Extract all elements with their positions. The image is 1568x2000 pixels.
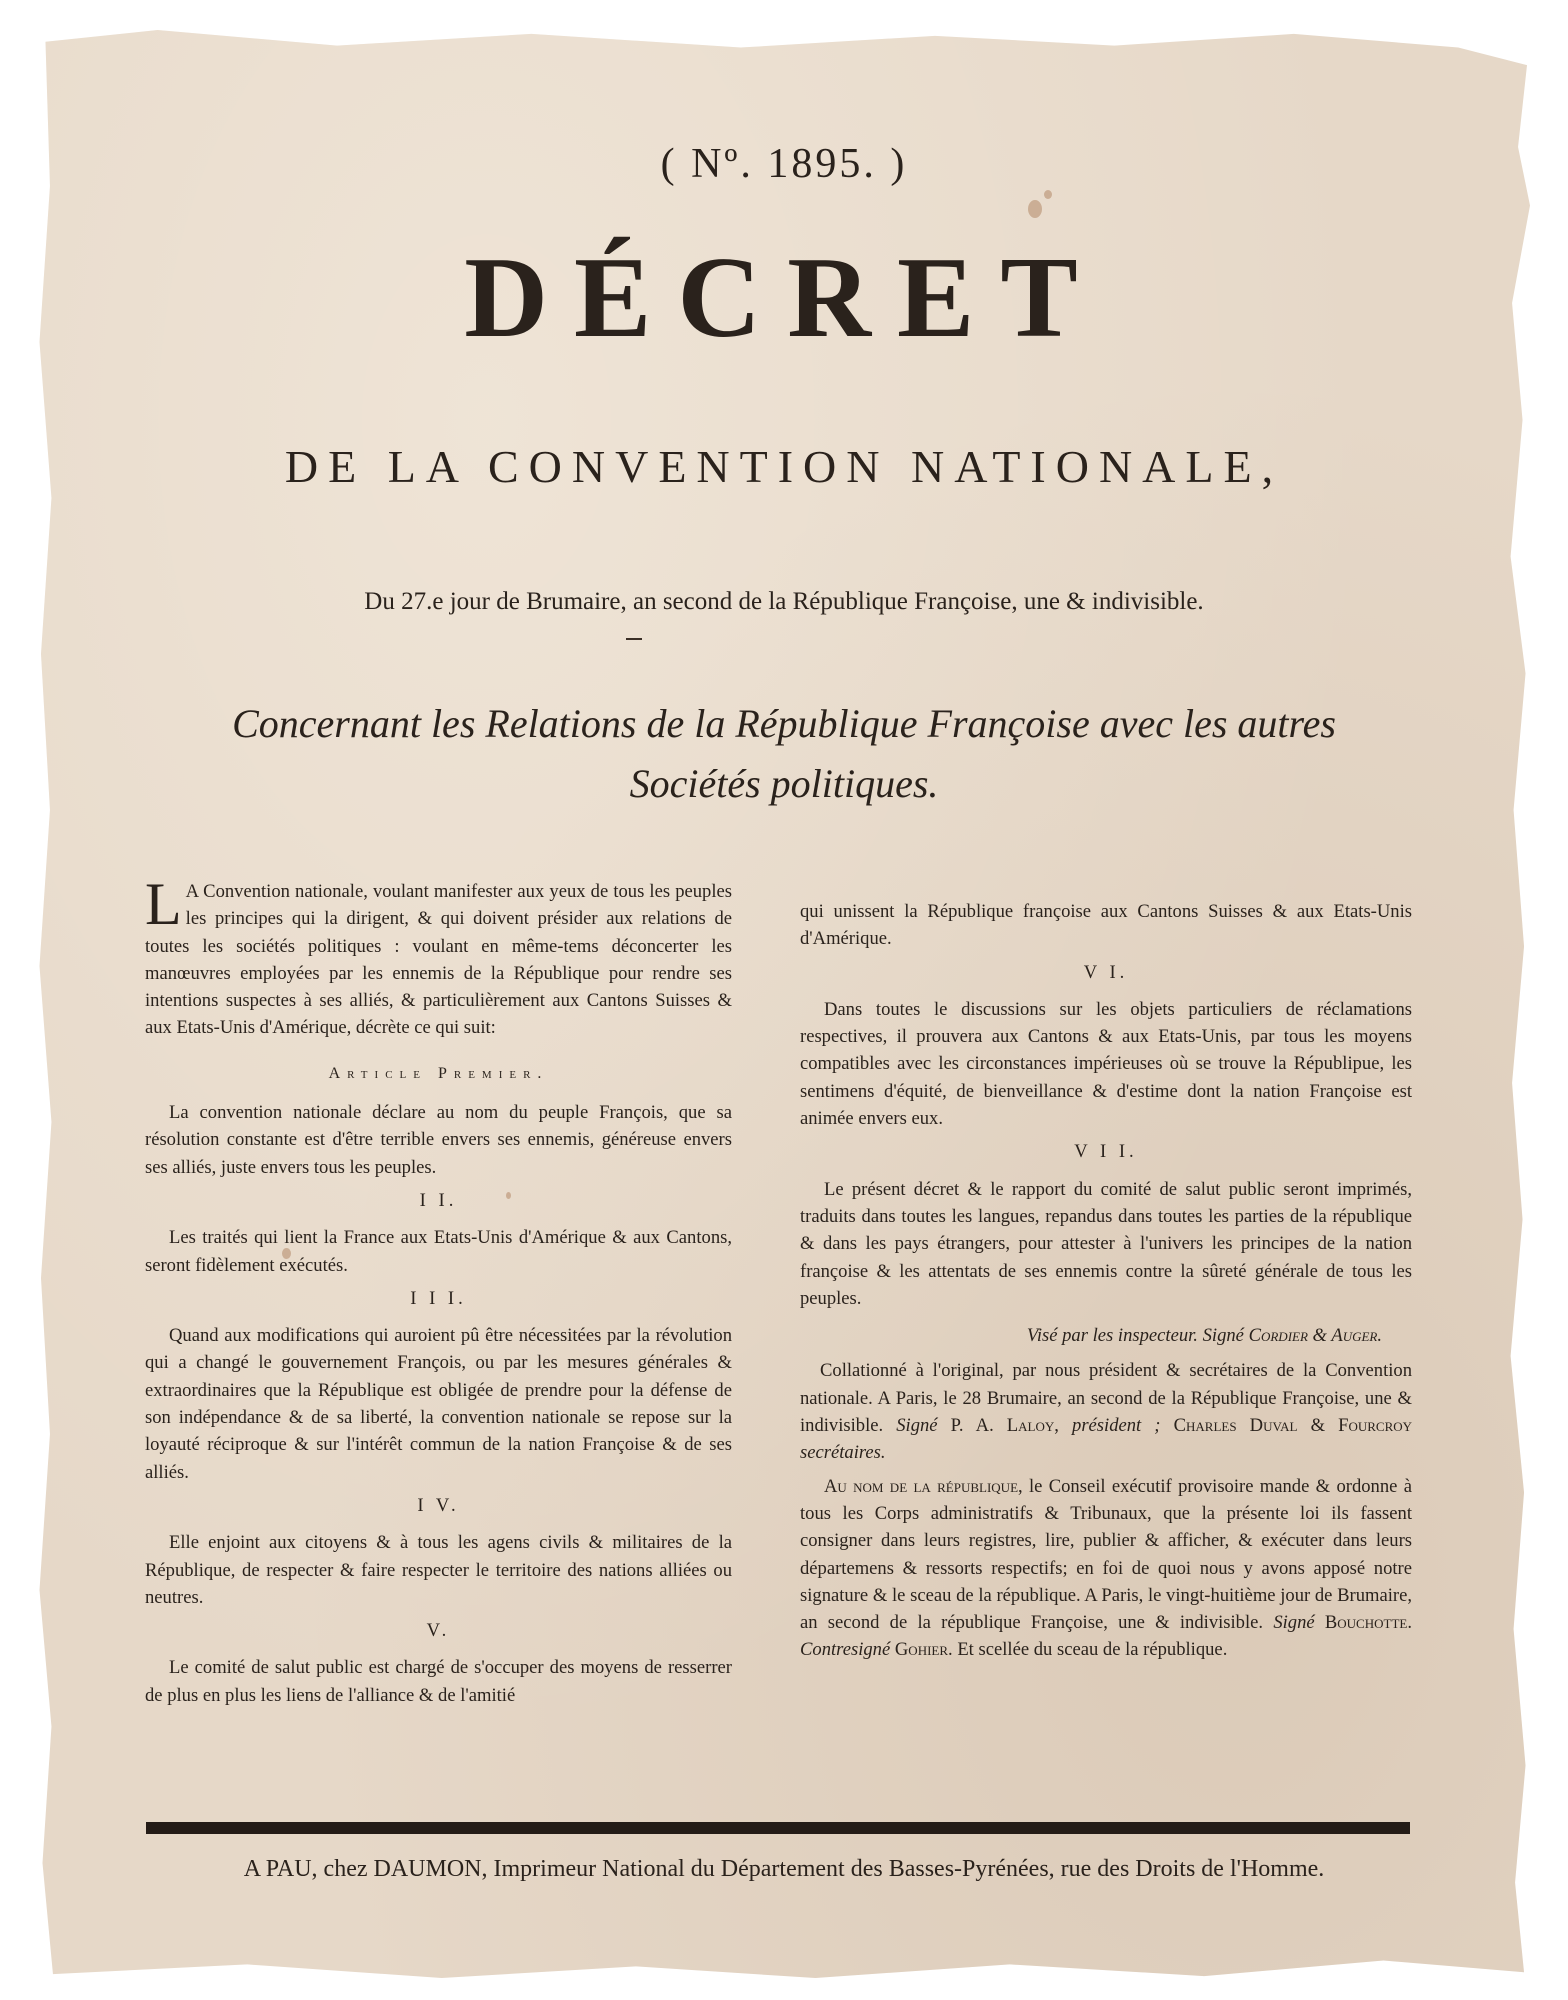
- article-1-heading: Article Premier.: [328, 1064, 549, 1082]
- left-column: [145, 871, 732, 1715]
- article-1-text: La convention nationale déclare au nom du peuple François, que sa résolution constante est d'être terrible envers ses ennemis, généreuse envers ses alliés, juste envers tous les peuples.: [145, 1102, 732, 1178]
- vise-names: Cordier & Auger.: [1248, 1325, 1382, 1347]
- president-title: président ;: [1072, 1415, 1161, 1437]
- subject-line-2: Sociétés politiques.: [629, 761, 939, 806]
- decree-number: ( Nº. 1895. ): [660, 141, 908, 187]
- secretaries-names: Charles Duval & Fourcroy: [1173, 1415, 1413, 1437]
- republique-text: le Conseil exécutif provisoire mande & ordonne à tous les Corps administratifs & Tribunaux, que la présente loi ils fassent consigner dans leurs registres, lire, publier & afficher, & exécuter dans leurs départemens & ressorts respectifs; en foi de quoi nous y avons apposé notre signature & le sceau de la république. A Paris, le vingt-huitième jour de Brumaire, an second de la république Françoise, une & indivisible.: [800, 1475, 1412, 1634]
- article-3-heading: I I I.: [410, 1287, 467, 1309]
- signe-label: Signé: [1273, 1612, 1315, 1634]
- article-2-text: Les traités qui lient la France aux Etats-Unis d'Amérique & aux Cantons, seront fidèlement exécutés.: [145, 1227, 732, 1276]
- separator-dash: [626, 638, 642, 640]
- collation-signe: Signé: [896, 1415, 938, 1437]
- article-7-text: Le présent décret & le rapport du comité de salut public seront imprimés, traduits dans toutes les langues, repandus dans toutes les parties de la république & dans les pays étrangers, pour attester à l'univers les principes de la nation françoise & les attentats de ses ennemis contre la sûreté générale de tous les peuples.: [800, 1178, 1412, 1309]
- printer-imprint: A PAU, chez DAUMON, Imprimeur National du Département des Basses-Pyrénées, rue des Droits de l'Homme.: [243, 1856, 1325, 1882]
- date-line: Du 27.e jour de Brumaire, an second de la République Françoise, une & indivisible.: [364, 588, 1204, 615]
- vise-prefix: Visé par les inspecteur. Signé: [1026, 1325, 1244, 1347]
- article-4-heading: I V.: [417, 1494, 460, 1516]
- article-3-text: Quand aux modifications qui auroient pû être nécessitées par la révolution qui a changé le gouvernement François, ou par les mesures générales & extraordinaires que la République est obligée de prendre pour la défense de son indépendance & de sa liberté, la convention nationale se repose sur la loyauté réciproque & sur l'intérêt commun de la nation Françoise & de ses alliés.: [145, 1325, 732, 1483]
- preamble-text: A Convention nationale, voulant manifester aux yeux de tous les peuples les principes qui la dirigent, & qui doivent présider aux relations de toutes les sociétés politiques : voulant en même-tems déconcerter les manœuvres employées par les ennemis de la République pour rendre ses intentions suspectes à ses alliés, & particulièrement aux Cantons Suisses & aux Etats-Unis d'Amérique, décrète ce qui suit:: [145, 881, 732, 1039]
- secretaries-title: secrétaires.: [800, 1442, 886, 1464]
- article-5-heading: V.: [426, 1620, 451, 1642]
- bottom-rule: [146, 1822, 1410, 1834]
- decree-title: DÉCRET: [464, 234, 1104, 362]
- collation-paragraph: [800, 1357, 1412, 1466]
- republique-paragraph: [800, 1473, 1412, 1664]
- preamble-paragraph: [145, 871, 732, 1042]
- sceau-text: Et scellée du sceau de la république.: [957, 1639, 1228, 1661]
- president-name: P. A. Laloy,: [950, 1415, 1059, 1437]
- article-2-heading: I I.: [419, 1189, 458, 1211]
- subject-line-1: Concernant les Relations de la République Françoise avec les autres: [232, 701, 1336, 746]
- contresigne-label: Contresigné: [800, 1639, 891, 1661]
- signe-name: Bouchotte.: [1324, 1612, 1412, 1634]
- convention-heading: DE LA CONVENTION NATIONALE,: [284, 441, 1284, 492]
- article-6-text: Dans toutes le discussions sur les objets particuliers de réclamations respectives, il prouvera aux Cantons & aux Etats-Unis, par tous les moyens compatibles avec les circonstances impérieuses où se trouve la Républipue, les sentimens d'équité, de bienveillance & d'estime dont la nation Françoise est animée envers eux.: [800, 998, 1412, 1130]
- article-6-heading: V I.: [1083, 961, 1129, 983]
- vise-line: [800, 1322, 1412, 1349]
- article-7-heading: V I I.: [1074, 1141, 1138, 1163]
- drop-cap-initial: L: [145, 871, 182, 937]
- right-column: [800, 898, 1412, 1670]
- foxing-stain: [1044, 190, 1052, 199]
- article-5-continuation: qui unissent la République françoise aux Cantons Suisses & aux Etats-Unis d'Amérique.: [800, 901, 1412, 950]
- foxing-stain: [1028, 200, 1042, 218]
- article-4-text: Elle enjoint aux citoyens & à tous les agens civils & militaires de la République, de respecter & faire respecter le territoire des nations alliées ou neutres.: [145, 1532, 732, 1608]
- republique-smallcaps: Au nom de la république,: [824, 1475, 1023, 1497]
- contresigne-name: Gohier.: [894, 1639, 953, 1661]
- article-5-text: Le comité de salut public est chargé de s'occuper des moyens de resserrer de plus en plus les liens de l'alliance & de l'amitié: [145, 1657, 732, 1706]
- collation-text: Collationné à l'original, par nous président & secrétaires de la Convention nationale. A Paris, le 28 Brumaire, an second de la République Françoise, une & indivisible.: [800, 1360, 1412, 1437]
